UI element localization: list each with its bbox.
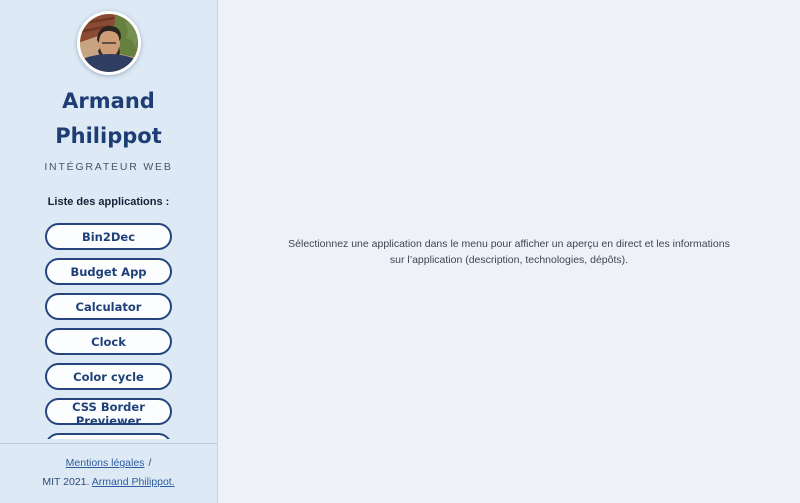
portrait-photo-graphic: [80, 14, 138, 72]
page-title: [55, 84, 161, 154]
name-line-2: Philippot: [55, 124, 162, 148]
app-button-css-border-previewer[interactable]: CSS Border Previewer: [45, 398, 172, 425]
placeholder-text: Sélectionnez une application dans le menu pour afficher un aperçu en direct et les informations sur l’application (description, technologies, dépôts).: [288, 237, 730, 266]
sidebar: [0, 0, 218, 503]
apps-nav: [45, 223, 172, 439]
app-button-bin2dec[interactable]: Bin2Dec: [45, 223, 172, 250]
avatar: [77, 11, 141, 75]
legal-notice-link[interactable]: Mentions légales: [65, 457, 145, 469]
job-subtitle: INTÉGRATEUR WEB: [44, 161, 173, 173]
app-button-clock[interactable]: Clock: [45, 328, 172, 355]
app-button-partially-hidden[interactable]: [45, 433, 172, 439]
footer-separator: /: [148, 457, 152, 469]
license-text: MIT 2021.: [42, 476, 90, 488]
sidebar-footer: [0, 443, 217, 503]
apps-list-label: Liste des applications :: [47, 196, 170, 208]
app-button-calculator[interactable]: Calculator: [45, 293, 172, 320]
main-preview-area: [218, 0, 800, 503]
app-button-color-cycle[interactable]: Color cycle: [45, 363, 172, 390]
author-link[interactable]: Armand Philippot.: [91, 476, 175, 488]
app-button-budget-app[interactable]: Budget App: [45, 258, 172, 285]
name-line-1: Armand: [62, 89, 155, 113]
